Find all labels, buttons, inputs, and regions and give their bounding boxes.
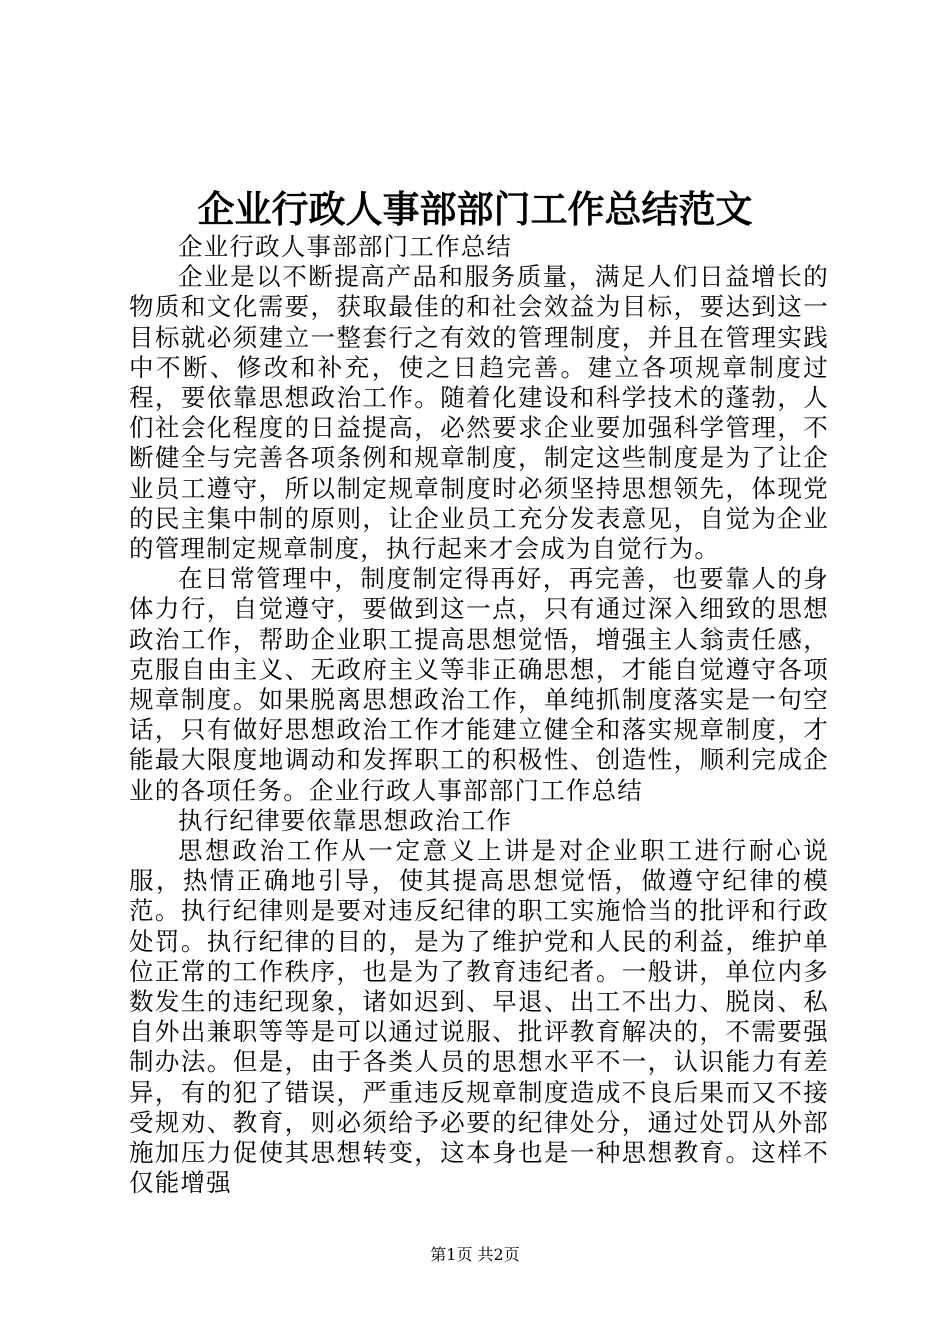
paragraph-3: 思想政治工作从一定意义上讲是对企业职工进行耐心说服，热情正确地引导，使其提高思想觉悟，做遵守纪律的模范。执行纪律则是要对违反纪律的职工实施恰当的批评和行政处罚。执行纪律的目的，是为了维护党和人民的利益，维护单位正常的工作秩序，也是为了教育违纪者。一般讲，单位内多数发生的违纪现象，诸如迟到、早退、出工不出力、脱岗、私自外出兼职等等是可以通过说服、批评教育解决的，不需要强制办法。但是，由于各类人员的思想水平不一，认识能力有差异，有的犯了错误，严重违反规章制度造成不良后果而又不接受规劝、教育，则必须给予必要的纪律处分，通过处罚从外部施加压力促使其思想转变，这本身也是一种思想教育。这样不仅能增强 — [129, 836, 829, 1198]
page-footer: 第1页 共2页 — [430, 1245, 520, 1264]
document-title: 企业行政人事部部门工作总结范文 — [197, 187, 753, 231]
paragraph-2: 在日常管理中，制度制定得再好，再完善，也要靠人的身体力行，自觉遵守，要做到这一点，只有通过深入细致的思想政治工作，帮助企业职工提高思想觉悟，增强主人翁责任感，克服自由主义、无政府主义等非正确思想，才能自觉遵守各项规章制度。如果脱离思想政治工作，单纯抓制度落实是一句空话，只有做好思想政治工作才能建立健全和落实规章制度，才能最大限度地调动和发挥职工的积极性、创造性，顺利完成企业的各项任务。企业行政人事部部门工作总结 — [129, 564, 829, 805]
paragraph-heading: 执行纪律要依靠思想政治工作 — [178, 805, 513, 835]
paragraph-subtitle: 企业行政人事部部门工作总结 — [178, 232, 513, 261]
document-body — [129, 232, 829, 1199]
paragraph-1: 企业是以不断提高产品和服务质量，满足人们日益增长的物质和文化需要，获取最佳的和社会效益为目标，要达到这一目标就必须建立一整套行之有效的管理制度，并且在管理实践中不断、修改和补充，使之日趋完善。建立各项规章制度过程，要依靠思想政治工作。随着化建设和科学技术的蓬勃，人们社会化程度的日益提高，必然要求企业要加强科学管理，不断健全与完善各项条例和规章制度，制定这些制度是为了让企业员工遵守，所以制定规章制度时必须坚持思想领先，体现党的民主集中制的原则，让企业员工充分发表意见，自觉为企业的管理制定规章制度，执行起来才会成为自觉行为。 — [129, 262, 829, 564]
